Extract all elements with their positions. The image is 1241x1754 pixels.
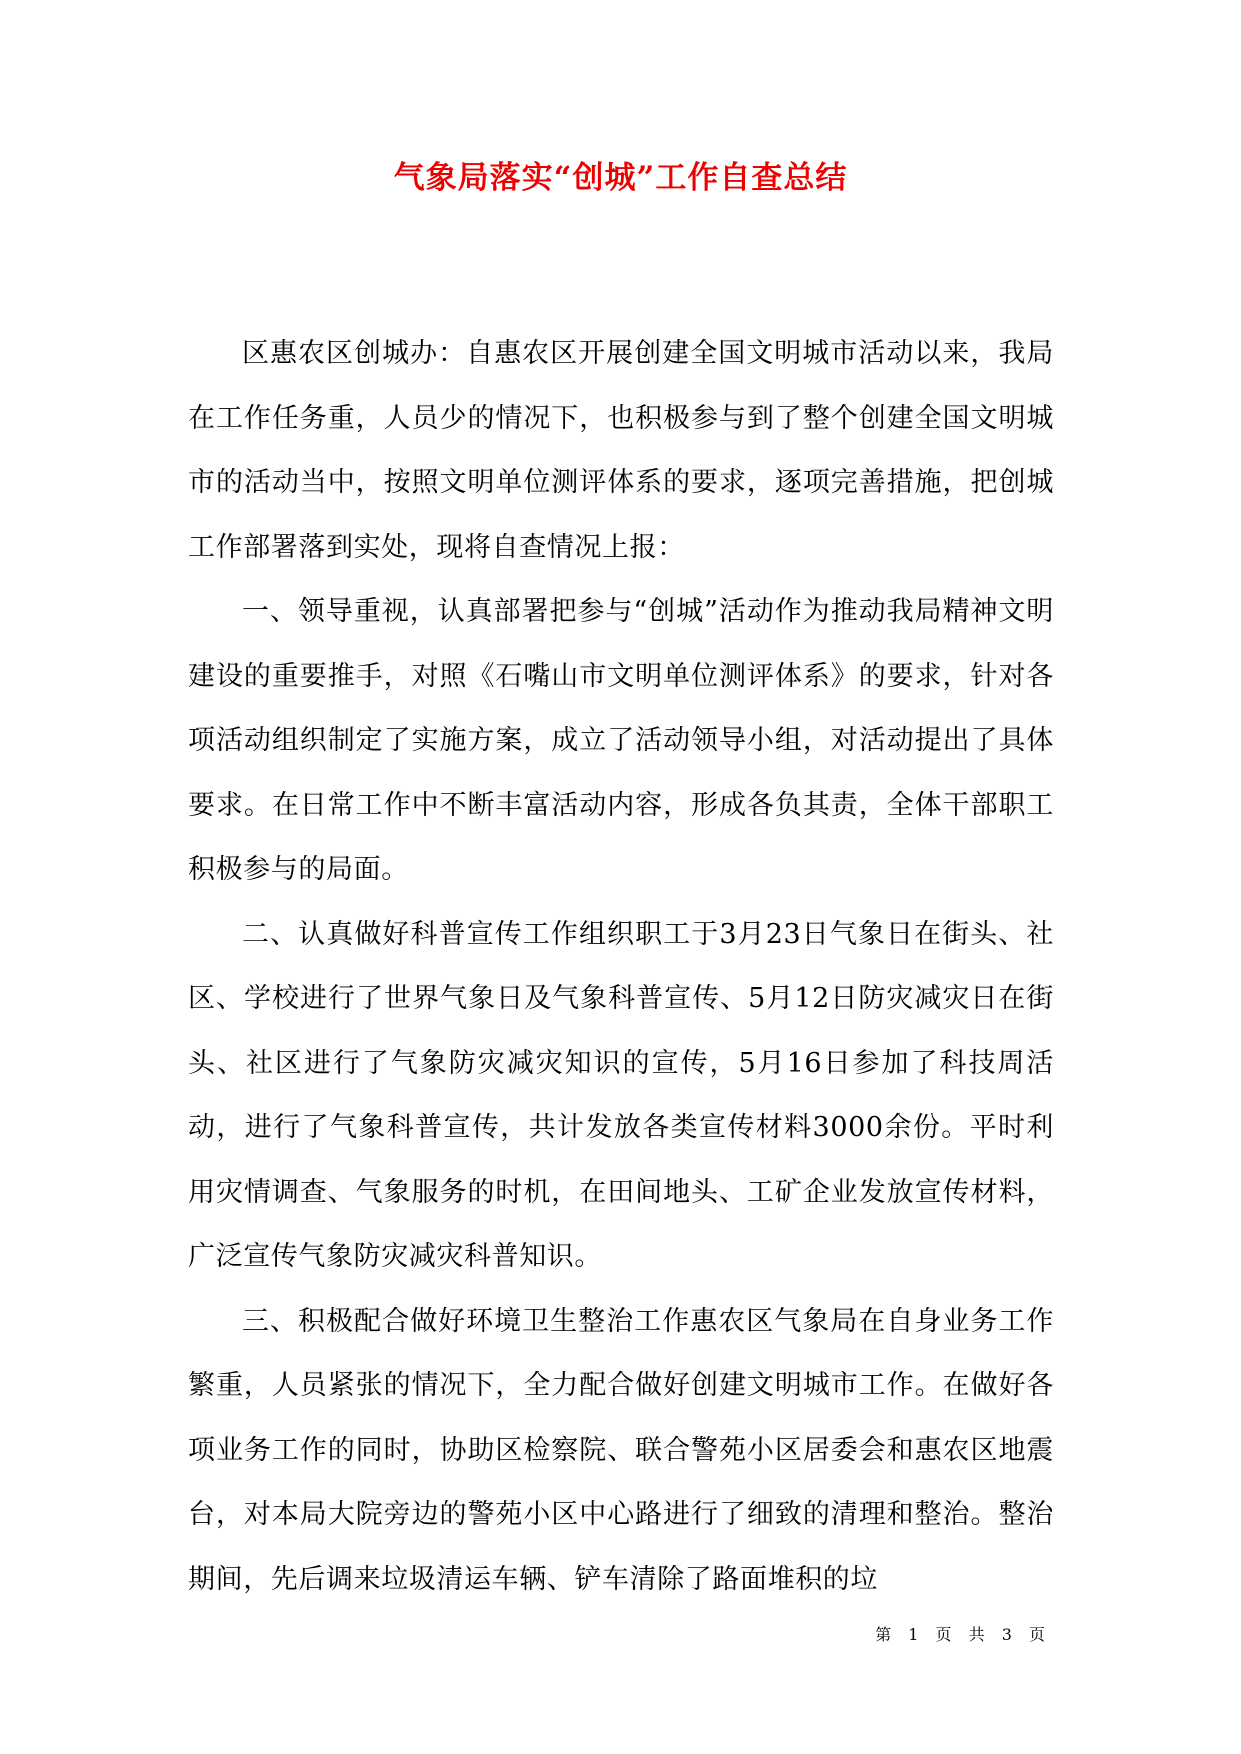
page-number-footer: 第 1 页 共 3 页 (875, 1625, 1051, 1644)
paragraph-section-3: 三、积极配合做好环境卫生整治工作惠农区气象局在自身业务工作繁重，人员紧张的情况下，全力配合做好创建文明城市工作。在做好各项业务工作的同时，协助区检察院、联合警苑小区居委会和惠农区地震台，对本局大院旁边的警苑小区中心路进行了细致的清理和整治。整治期间，先后调来垃圾清运车辆、铲车清除了路面堆积的垃 (188, 1305, 1054, 1595)
document-body (188, 322, 1054, 1612)
paragraph-section-2: 二、认真做好科普宣传工作组织职工于3月23日气象日在街头、社区、学校进行了世界气象日及气象科普宣传、5月12日防灾减灾日在街头、社区进行了气象防灾减灾知识的宣传，5月16日参加了科技周活动，进行了气象科普宣传，共计发放各类宣传材料3000余份。平时利用灾情调查、气象服务的时机，在田间地头、工矿企业发放宣传材料，广泛宣传气象防灾减灾科普知识。 (188, 918, 1054, 1272)
paragraph-section-1: 一、领导重视，认真部署把参与“创城”活动作为推动我局精神文明建设的重要推手，对照《石嘴山市文明单位测评体系》的要求，针对各项活动组织制定了实施方案，成立了活动领导小组，对活动提出了具体要求。在日常工作中不断丰富活动内容，形成各负其责，全体干部职工积极参与的局面。 (188, 596, 1054, 885)
paragraph-intro: 区惠农区创城办：自惠农区开展创建全国文明城市活动以来，我局在工作任务重，人员少的情况下，也积极参与到了整个创建全国文明城市的活动当中，按照文明单位测评体系的要求，逐项完善措施，把创城工作部署落到实处，现将自查情况上报： (188, 338, 1054, 563)
document-title: 气象局落实“创城”工作自查总结 (393, 160, 848, 196)
